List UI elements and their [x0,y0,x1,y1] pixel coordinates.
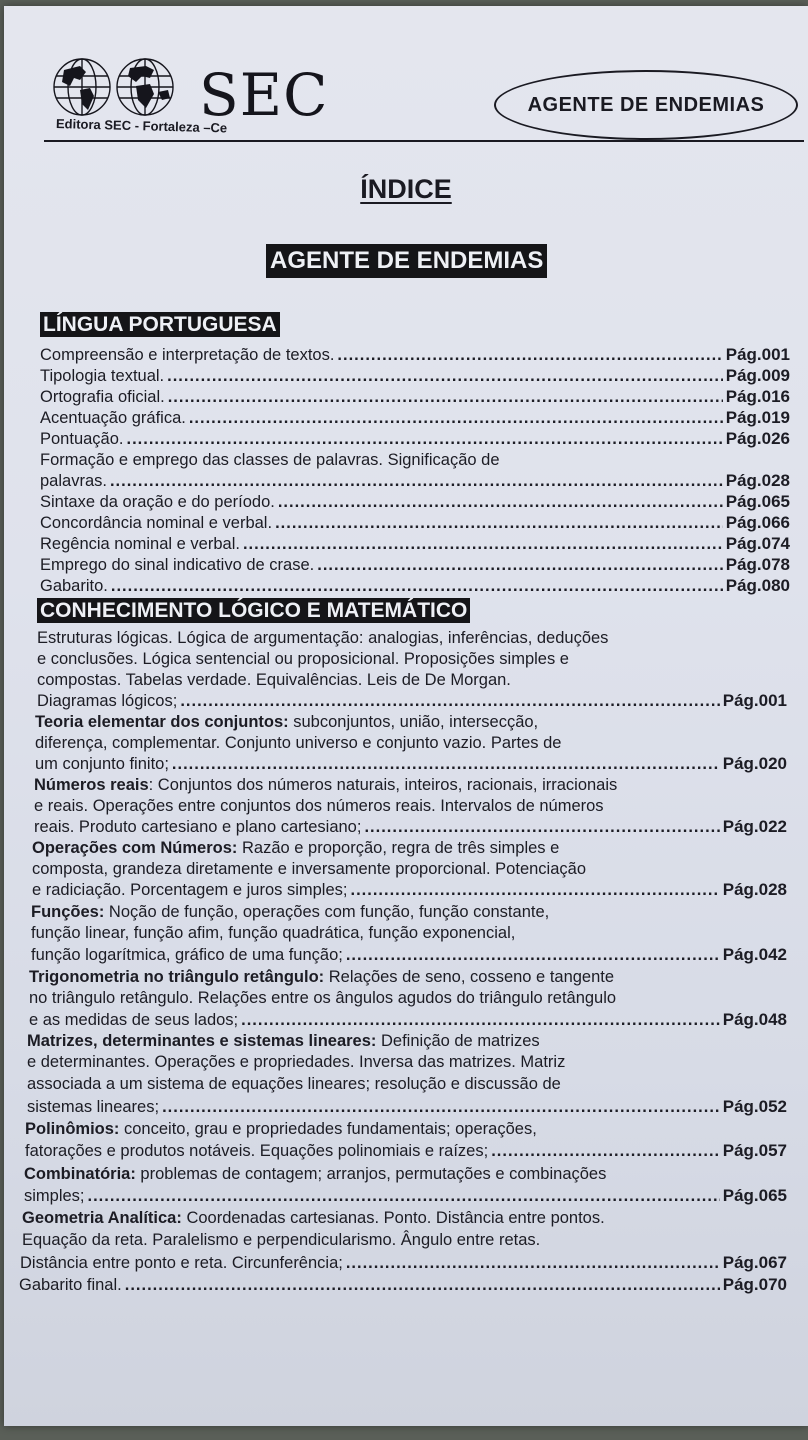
leader-dots [180,690,719,712]
leader-dots [111,575,723,597]
entry-text: reais. Produto cartesiano e plano cartesiano; [34,818,362,836]
entry-page: Pág.052 [722,1097,787,1116]
document-page [4,6,808,1426]
index-entry [37,690,787,712]
entry-text: Gabarito final. [19,1276,122,1294]
entry-text: Diagramas lógicos; [37,692,178,710]
entry-text-line [24,1163,606,1185]
entry-bold-topic: Funções: [31,903,105,921]
entry-text: Tipologia textual. [40,367,165,385]
leader-dots [126,428,722,450]
entry-page: Pág.074 [725,534,790,553]
index-entry [40,365,790,387]
entry-page: Pág.019 [725,408,790,427]
entry-text-line: composta, grandeza diretamente e inversamente proporcional. Potenciação [32,860,586,878]
leader-dots [317,554,723,576]
entry-page: Pág.020 [722,754,787,773]
entry-page: Pág.016 [725,387,790,406]
leader-dots [278,491,723,513]
entry-text-line: função linear, função afim, função quadrática, função exponencial, [31,924,516,942]
entry-page: Pág.048 [722,1010,787,1029]
entry-text-line: e reais. Operações entre conjuntos dos números reais. Intervalos de números [34,797,604,815]
entry-text: e as medidas de seus lados; [29,1011,239,1029]
leader-dots [88,1185,720,1207]
leader-dots [167,365,723,387]
entry-text-line: associada a um sistema de equações lineares; resolução e discussão de [27,1075,561,1093]
entry-text-line [29,966,614,988]
entry-page: Pág.042 [722,945,787,964]
entry-text-line: Formação e emprego das classes de palavras. Significação de [40,451,500,469]
index-entry [34,816,787,838]
entry-text-line: e conclusões. Lógica sentencial ou proposicional. Proposições simples e [37,650,569,668]
entry-text: Noção de função, operações com função, função constante, [104,903,550,921]
entry-page: Pág.001 [722,691,787,710]
leader-dots [346,944,720,966]
leader-dots [346,1252,720,1274]
leader-dots [491,1140,720,1162]
entry-text-line [34,774,617,796]
entry-bold-topic: Geometria Analítica: [22,1209,182,1227]
entry-text: subconjuntos, união, intersecção, [288,713,539,731]
leader-dots [243,533,723,555]
entry-text: função logarítmica, gráfico de uma função; [31,946,343,964]
leader-dots [241,1009,720,1031]
logo-text: SEC [199,61,329,129]
entry-text-line [27,1030,540,1052]
entry-text: fatorações e produtos notáveis. Equações polinomiais e raízes; [25,1142,489,1160]
section-heading-matematica: CONHECIMENTO LÓGICO E MATEMÁTICO [37,598,470,623]
entry-text: conceito, grau e propriedades fundamentais; operações, [119,1120,537,1138]
entry-text: Acentuação gráfica. [40,409,186,427]
entry-page: Pág.026 [725,429,790,448]
leader-dots [350,879,719,901]
entry-text-line [32,837,559,859]
page-title-text: ÍNDICE [360,174,452,204]
leader-dots [189,407,723,429]
entry-page: Pág.080 [725,576,790,595]
index-entry [40,491,790,513]
index-entry [40,407,790,429]
entry-text: Distância entre ponto e reta. Circunferência; [20,1254,343,1272]
entry-text: Definição de matrizes [376,1032,540,1050]
entry-page: Pág.057 [722,1141,787,1160]
index-entry [25,1140,787,1162]
entry-text-line [35,711,538,733]
entry-bold-topic: Matrizes, determinantes e sistemas lineares: [27,1032,377,1050]
entry-text: problemas de contagem; arranjos, permutações e combinações [135,1165,607,1183]
entry-bold-topic: Números reais [34,776,149,794]
index-entry [24,1185,787,1207]
entry-text-line: Equação da reta. Paralelismo e perpendicularismo. Ângulo entre retas. [22,1231,541,1249]
entry-page: Pág.001 [725,345,790,364]
index-entry [27,1096,787,1118]
index-entry [40,533,790,555]
index-entry [19,1274,787,1296]
entry-text: Concordância nominal e verbal. [40,514,273,532]
entry-text-line: diferença, complementar. Conjunto universo e conjunto vazio. Partes de [35,734,562,752]
entry-text-line: compostas. Tabelas verdade. Equivalências. Leis de De Morgan. [37,671,511,689]
index-content [4,6,808,1426]
index-entry [35,753,787,775]
entry-bold-topic: Combinatória: [24,1165,136,1183]
entry-page: Pág.028 [722,880,787,899]
entry-page: Pág.066 [725,513,790,532]
entry-page: Pág.065 [725,492,790,511]
index-entry [40,428,790,450]
index-entry [32,879,787,901]
entry-text-line: Estruturas lógicas. Lógica de argumentação: analogias, inferências, deduções [37,629,609,647]
entry-bold-topic: Teoria elementar dos conjuntos: [35,713,289,731]
section-heading-portugues: LÍNGUA PORTUGUESA [40,312,280,337]
leader-dots [125,1274,720,1296]
leader-dots [168,386,723,408]
entry-page: Pág.065 [722,1186,787,1205]
leader-dots [172,753,720,775]
leader-dots [275,512,723,534]
index-entry [20,1252,787,1274]
leader-dots [364,816,719,838]
entry-text-line: e determinantes. Operações e propriedades. Inversa das matrizes. Matriz [27,1053,566,1071]
entry-text: Relações de seno, cosseno e tangente [324,968,615,986]
index-entry [40,386,790,408]
entry-bold-topic: Polinômios: [25,1120,120,1138]
course-banner: AGENTE DE ENDEMIAS [266,244,547,278]
entry-page: Pág.067 [722,1253,787,1272]
index-entry [40,554,790,576]
leader-dots [162,1096,720,1118]
entry-text: Razão e proporção, regra de três simples e [237,839,560,857]
entry-page: Pág.009 [725,366,790,385]
entry-text: Ortografia oficial. [40,388,165,406]
entry-text-line [25,1118,537,1140]
entry-text: sistemas lineares; [27,1098,160,1116]
entry-text: simples; [24,1187,85,1205]
entry-text: um conjunto finito; [35,755,169,773]
leader-dots [337,344,722,366]
entry-text: Pontuação. [40,430,124,448]
entry-text: Sintaxe da oração e do período. [40,493,275,511]
entry-page: Pág.078 [725,555,790,574]
index-entry [31,944,787,966]
entry-text-line [31,901,549,923]
index-entry [29,1009,787,1031]
index-entry [40,512,790,534]
entry-text-line: no triângulo retângulo. Relações entre os ângulos agudos do triângulo retângulo [29,989,617,1007]
publisher-label: Editora SEC - Fortaleza –Ce [55,116,228,136]
entry-page: Pág.022 [722,817,787,836]
index-entry [40,470,790,492]
entry-text: : Conjuntos dos números naturais, inteiros, racionais, irracionais [148,776,618,794]
oval-title-badge: AGENTE DE ENDEMIAS [494,70,798,140]
entry-text: Coordenadas cartesianas. Ponto. Distância entre pontos. [181,1209,605,1227]
index-entry [40,575,790,597]
entry-text: Compreensão e interpretação de textos. [40,346,335,364]
entry-text-line [22,1207,605,1229]
index-entry [40,344,790,366]
entry-bold-topic: Operações com Números: [32,839,238,857]
entry-text: Emprego do sinal indicativo de crase. [40,556,315,574]
entry-text: Gabarito. [40,577,108,595]
entry-bold-topic: Trigonometria no triângulo retângulo: [29,968,325,986]
leader-dots [110,470,723,492]
entry-text: Regência nominal e verbal. [40,535,240,553]
entry-text: e radiciação. Porcentagem e juros simples; [32,881,348,899]
entry-text: palavras. [40,472,107,490]
entry-page: Pág.070 [722,1275,787,1294]
entry-page: Pág.028 [725,471,790,490]
